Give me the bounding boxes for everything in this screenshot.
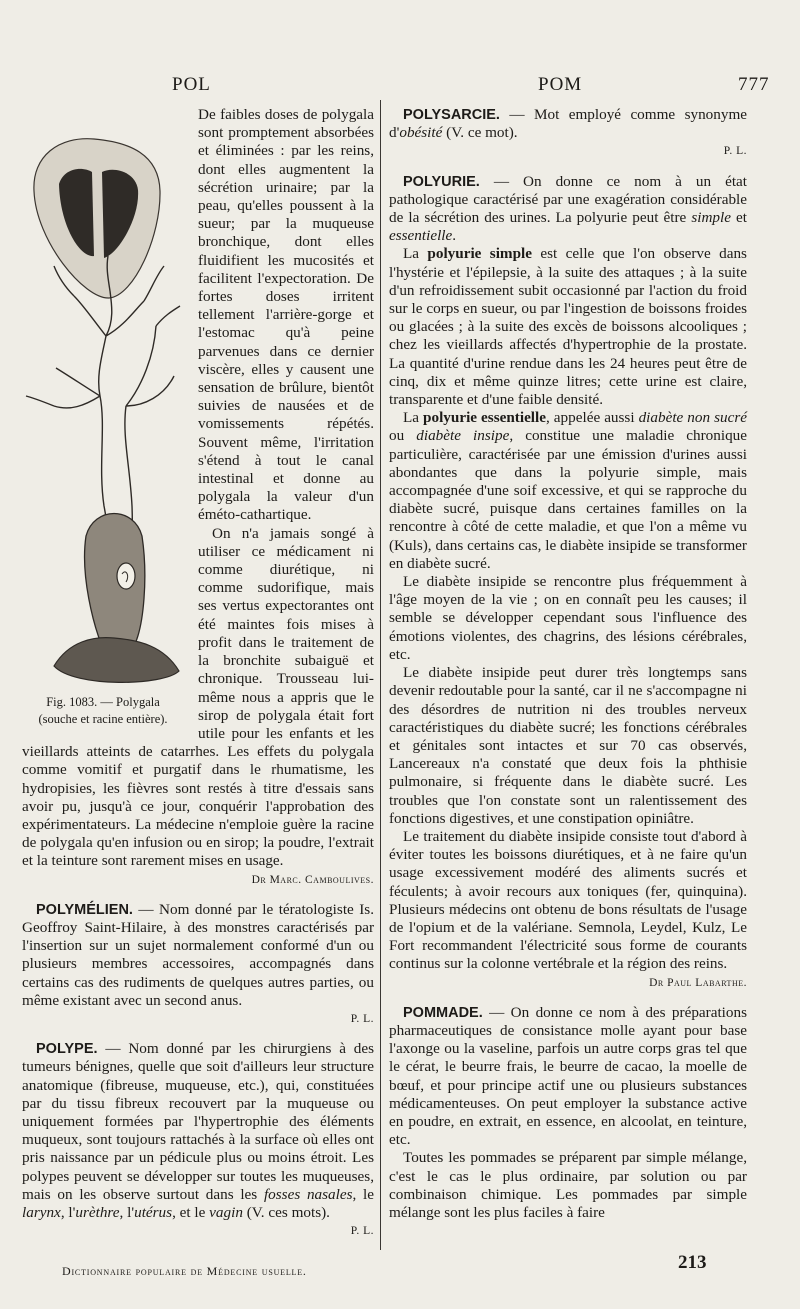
headword-polype: POLYPE. bbox=[36, 1041, 98, 1058]
headword-polyurie: POLYURIE. bbox=[403, 173, 480, 190]
essentielle-text-2: ou bbox=[389, 427, 417, 445]
polygala-paragraph-2: On n'a jamais songé à utiliser ce médicament ni comme diurétique, ni comme sudorifique, mais ses vertus expectorantes ont été maintes fois mises à profit dans le traitement de la bronchite subaiguë et chronique. Trousseau lui-même nous a appris que le sirop de polygala était fort utile pour les enfants et les vieillards atteints de catarrhes. Les effets du polygala comme vomitif et purgatif dans le rhumatisme, les hydropisies, les fièvres sont restés à titre d'essais sans avoir pu, jusqu'à ce jour, conquérir l'approbation des expérimentateurs. La médecine n'emploie guère la racine de polygala qu'en infusion ou en sirop; la poudre, l'extrait et la teinture sont rarement mises en usage. bbox=[22, 524, 374, 870]
signature-camboulives: Dr Marc. Camboulives. bbox=[251, 873, 374, 886]
entry-polyurie bbox=[389, 173, 747, 246]
paragraph-age: Le diabète insipide se rencontre plus fréquemment à l'âge moyen de la vie ; on en connaît peu les causes; il semble se développer cependant sous l'influence des émotions violentes, des chagrins, des lésions cérébrales, etc. bbox=[389, 573, 747, 663]
polype-italic-5: vagin bbox=[209, 1203, 243, 1221]
polyurie-italic-1: simple bbox=[691, 209, 731, 227]
essentielle-lead: La bbox=[403, 409, 424, 427]
page-number: 777 bbox=[738, 74, 770, 95]
polype-definition-1: — Nom donné par les chirurgiens à des tumeurs bénignes, quelle que soit d'ailleurs leur structure anatomique (fibreuse, muqueuse, etc.), qui, constituées par du tissu fibreux recouvert par la muqueuse ou uniquement formées par l'hypertrophie des éléments muqueux, sont toujours rattachés à la surface où elles ont pris naissance par un pédicule plus ou moins étroit. Les polypes peuvent se développer sur toutes les muqueuses, mais on les observe surtout dans les bbox=[22, 1040, 374, 1203]
running-head-center: POM bbox=[538, 74, 583, 95]
entry-pommade bbox=[389, 1004, 747, 1150]
left-column bbox=[22, 106, 374, 1240]
entry-polymelien bbox=[22, 901, 374, 1010]
polype-italic-2: larynx bbox=[22, 1203, 61, 1221]
polyurie-italic-2: essentielle bbox=[389, 227, 453, 245]
root-crown bbox=[54, 514, 179, 683]
polype-italic-1: fosses nasales bbox=[263, 1185, 353, 1203]
headword-pommade: POMMADE. bbox=[403, 1004, 483, 1021]
subterm-polyurie-essentielle: polyurie essentielle bbox=[423, 409, 546, 427]
column-divider bbox=[380, 100, 381, 1250]
simple-text: est celle que l'on observe dans l'hystérie et l'épilepsie, à la suite des attaques ; à la suite d'un refroidissement subit occasionné par l'action du froid sur le corps en sueur, ou par l'ingestion de boissons froides ou glacées ; à la suite des excès de boissons alcooliques ; chez les vieillards affectés d'hypertrophie de la prostate. La quantité d'urine rendue dans les 24 heures peut être de cinq, dix et même quinze litres; cette urine est claire, transparente et d'une faible densité. bbox=[389, 245, 747, 409]
polysarcie-definition-1: — Mot employé comme synonyme d' bbox=[389, 106, 747, 142]
polype-definition-4: , l' bbox=[119, 1203, 135, 1221]
signature-labarthe: Dr Paul Labarthe. bbox=[649, 976, 747, 989]
entry-polype bbox=[22, 1040, 374, 1222]
figure-caption-line-1: Fig. 1083. — Polygala bbox=[46, 695, 160, 709]
polymelien-definition: — Nom donné par le tératologiste Is. Geoffroy Saint-Hilaire, à des monstres caractérisés par l'insertion sur un sujet normalement conformé d'un ou plusieurs membres accessoires, accompagnés dans certains cas des rudiments de quelques autres parties, ou même existant avec un second anus. bbox=[22, 900, 374, 1009]
paragraph-traitement: Le traitement du diabète insipide consiste tout d'abord à éviter toutes les boissons diurétiques, et à ne faire qu'un usage excessivement modéré des aliments sucrés et féculents; à avoir recours aux toniques (fer, quinquina). Plusieurs médecins ont obtenu de bons résultats de l'usage de l'opium et de la valériane. Semnola, Leydel, Kulz, Le Fort recommandent l'électricité sous forme de courants continus sur la colonne vertébrale et la région des reins. bbox=[389, 827, 747, 973]
paragraph-longtemps: Le diabète insipide peut durer très longtemps sans devenir redoutable pour la santé, car il ne s'accompagne ni des désordres de nutrition ni des troubles nerveux caractéristiques du diabète sucré; les fonctions cérébrales et génitales sont intactes et sur 70 cas observés, Lancereaux n'a constaté que deux fois la phthisie pulmonaire, si fréquente dans le diabète sucré. Les troubles que l'on constate sont un ralentissement des fonctions digestives, et une constipation opiniâtre. bbox=[389, 664, 747, 827]
paragraph-polyurie-essentielle bbox=[389, 409, 747, 573]
headword-polysarcie: POLYSARCIE. bbox=[403, 107, 500, 123]
polygala-paragraph-1: De faibles doses de polygala sont promptement absorbées et éliminées : par les reins, dont elles augmentent la sécrétion urinaire; par la peau, qu'elles poussent à la sueur; par la muqueuse bronchique, dont elles fluidifient les mucosités et facilitent l'expectoration. De fortes doses irritent tellement l'arrière-gorge et l'estomac qu'à peine parvenues dans ce dernier viscère, elles y causent une sensation de brûlure, bientôt suivies de nausées et de vomissements répétés. Souvent même, l'irritation s'étend à tout le canal intestinal et donne au polygala la valeur d'un éméto-cathartique. bbox=[198, 106, 374, 524]
entry-polysarcie bbox=[389, 106, 747, 142]
polype-definition-3: , l' bbox=[60, 1203, 76, 1221]
figure-caption-line-2: (souche et racine entière). bbox=[38, 712, 168, 726]
polygala-illustration bbox=[14, 106, 192, 696]
essentielle-text-1: , appelée aussi bbox=[546, 409, 639, 427]
polyurie-definition-2: et bbox=[730, 209, 748, 227]
polysarcie-definition-2: (V. ce mot). bbox=[442, 124, 518, 142]
signature-pl-polysarcie: P. L. bbox=[723, 145, 747, 158]
headword-polymelien: POLYMÉLIEN. bbox=[36, 901, 133, 918]
essentielle-text-3: , constitue une maladie chronique particulière, caractérisée par une émission d'urines aussi abondantes que dans la polyurie simple, mais accompagnée d'une soif excessive, et qui se rapproche du diabète sucré, puisque dans certaines familles on la rencontre à côté de cette maladie, et que l'on a même vu (Kuls), dans certains cas, le diabète insipide se transformer en diabète sucré. bbox=[389, 427, 747, 572]
polype-definition-6: (V. ces mots). bbox=[242, 1203, 330, 1221]
polyurie-definition-3: . bbox=[452, 227, 457, 245]
polype-definition-2: , le bbox=[352, 1185, 374, 1203]
polype-italic-3: urèthre bbox=[75, 1203, 120, 1221]
essentielle-italic-2: diabète insipe bbox=[416, 427, 510, 445]
root-cross-section bbox=[34, 139, 160, 298]
footer-title: Dictionnaire populaire de Médecine usuelle. bbox=[62, 1264, 307, 1278]
signature-pl-polype: P. L. bbox=[350, 1225, 374, 1238]
polyurie-definition-1: — On donne ce nom à un état pathologique caractérisé par une exagération considérable de la sécrétion des urines. La polyurie peut être bbox=[389, 172, 747, 227]
paragraph-polyurie-simple bbox=[389, 245, 747, 409]
polype-definition-5: , et le bbox=[172, 1203, 210, 1221]
essentielle-italic-1: diabète non sucré bbox=[638, 409, 747, 427]
polype-italic-4: utérus bbox=[134, 1203, 173, 1221]
polysarcie-italic: obésité bbox=[399, 124, 443, 142]
signature-pl-polymelien: P. L. bbox=[350, 1012, 374, 1025]
subterm-polyurie-simple: polyurie simple bbox=[427, 245, 532, 263]
right-column bbox=[389, 106, 747, 1222]
sheet-number: 213 bbox=[678, 1252, 707, 1273]
figure-1083 bbox=[14, 106, 192, 732]
running-head-left: POL bbox=[172, 74, 211, 95]
simple-lead: La bbox=[403, 245, 428, 263]
figure-caption bbox=[14, 694, 192, 728]
pommade-definition: — On donne ce nom à des préparations pharmaceutiques de consistance molle ayant pour base l'axonge ou la vaseline, parfois un autre corps gras tel que le cérat, le beurre frais, le beurre de cacao, la moelle de bœuf, et pour principe actif une ou plusieurs substances médicamenteuses. On peut employer la substance active en poudre, en extrait, en essence, en alcoolat, en teinture, etc. bbox=[389, 1003, 747, 1149]
paragraph-pommades: Toutes les pommades se préparent par simple mélange, c'est le cas le plus ordinaire, par solution ou par combinaison chimique. Les pommades par simple mélange sont les plus faciles à faire bbox=[389, 1149, 747, 1221]
